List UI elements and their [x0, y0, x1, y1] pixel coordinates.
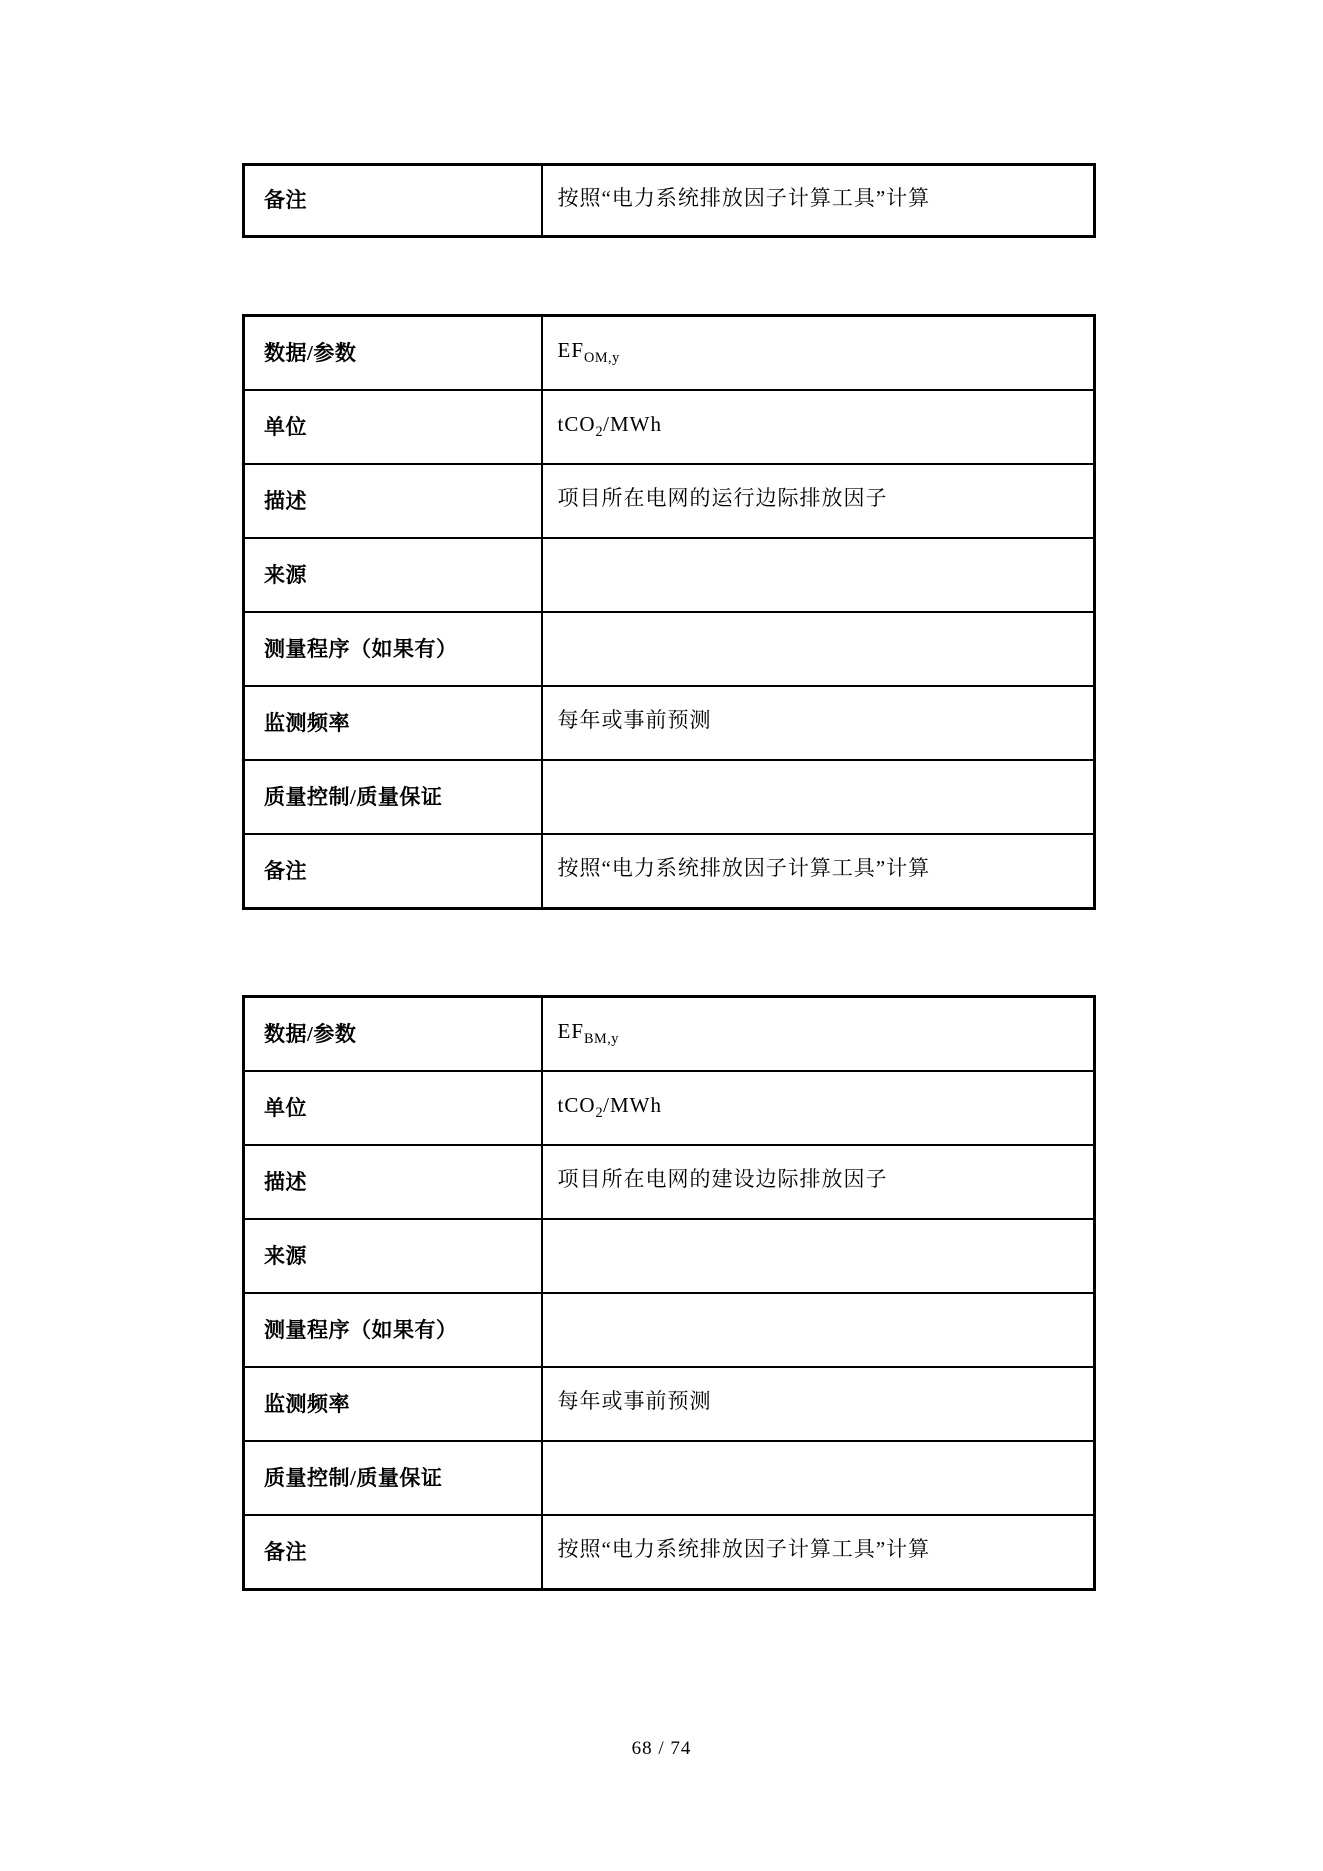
row-label: 测量程序（如果有）	[244, 1293, 542, 1367]
row-value	[542, 538, 1095, 612]
value-text: 每年或事前预测	[557, 708, 712, 733]
value-text: /MWh	[603, 412, 662, 437]
value-subscript: BM,y	[584, 1031, 619, 1048]
row-value	[542, 1441, 1095, 1515]
row-label: 描述	[244, 1145, 542, 1219]
row-value	[542, 1219, 1095, 1293]
table-row	[244, 1367, 1095, 1441]
table-row	[244, 165, 1095, 237]
row-value	[542, 165, 1095, 237]
row-value	[542, 686, 1095, 760]
row-label: 来源	[244, 538, 542, 612]
row-label: 测量程序（如果有）	[244, 612, 542, 686]
value-text: 按照“电力系统排放因子计算工具”计算	[557, 1537, 931, 1562]
value-subscript: OM,y	[584, 350, 620, 367]
row-value	[542, 834, 1095, 909]
row-label: 监测频率	[244, 1367, 542, 1441]
row-value	[542, 390, 1095, 464]
table-row	[244, 1219, 1095, 1293]
row-value	[542, 1071, 1095, 1145]
row-value	[542, 612, 1095, 686]
table-row	[244, 390, 1095, 464]
value-text: /MWh	[603, 1093, 662, 1118]
table-row	[244, 1145, 1095, 1219]
row-label: 单位	[244, 1071, 542, 1145]
value-text: tCO	[557, 412, 596, 437]
row-label: 备注	[244, 834, 542, 909]
row-value	[542, 464, 1095, 538]
table-row	[244, 538, 1095, 612]
row-value	[542, 997, 1095, 1072]
table-row	[244, 686, 1095, 760]
table-row	[244, 464, 1095, 538]
row-label: 备注	[244, 1515, 542, 1590]
table-row	[244, 1293, 1095, 1367]
table-row	[244, 834, 1095, 909]
row-value	[542, 760, 1095, 834]
row-label: 监测频率	[244, 686, 542, 760]
parameter-table-ef-bm	[242, 995, 1096, 1591]
row-label: 描述	[244, 464, 542, 538]
value-text: 每年或事前预测	[557, 1389, 712, 1414]
row-value	[542, 1367, 1095, 1441]
value-text: 按照“电力系统排放因子计算工具”计算	[557, 185, 931, 210]
row-value	[542, 1293, 1095, 1367]
value-text: 项目所在电网的建设边际排放因子	[557, 1167, 888, 1192]
row-label: 单位	[244, 390, 542, 464]
page-number: 68 / 74	[631, 1738, 692, 1759]
table-row	[244, 1515, 1095, 1590]
value-subscript: 2	[595, 424, 604, 441]
value-text: tCO	[557, 1093, 596, 1118]
row-label: 数据/参数	[244, 997, 542, 1072]
value-text: 按照“电力系统排放因子计算工具”计算	[557, 856, 931, 881]
value-text: 项目所在电网的运行边际排放因子	[557, 486, 888, 511]
row-label: 数据/参数	[244, 316, 542, 391]
table-row	[244, 316, 1095, 391]
table-row	[244, 760, 1095, 834]
row-value	[542, 316, 1095, 391]
value-subscript: 2	[595, 1105, 604, 1122]
row-label: 质量控制/质量保证	[244, 760, 542, 834]
row-value	[542, 1145, 1095, 1219]
value-text: EF	[557, 1019, 585, 1044]
parameter-table-ef-om	[242, 314, 1096, 910]
table-row	[244, 997, 1095, 1072]
table-row	[244, 1071, 1095, 1145]
table-row	[244, 1441, 1095, 1515]
row-label: 来源	[244, 1219, 542, 1293]
remark-table	[242, 163, 1096, 238]
value-text: EF	[557, 338, 585, 363]
row-label: 备注	[244, 165, 542, 237]
table-row	[244, 612, 1095, 686]
row-label: 质量控制/质量保证	[244, 1441, 542, 1515]
row-value	[542, 1515, 1095, 1590]
